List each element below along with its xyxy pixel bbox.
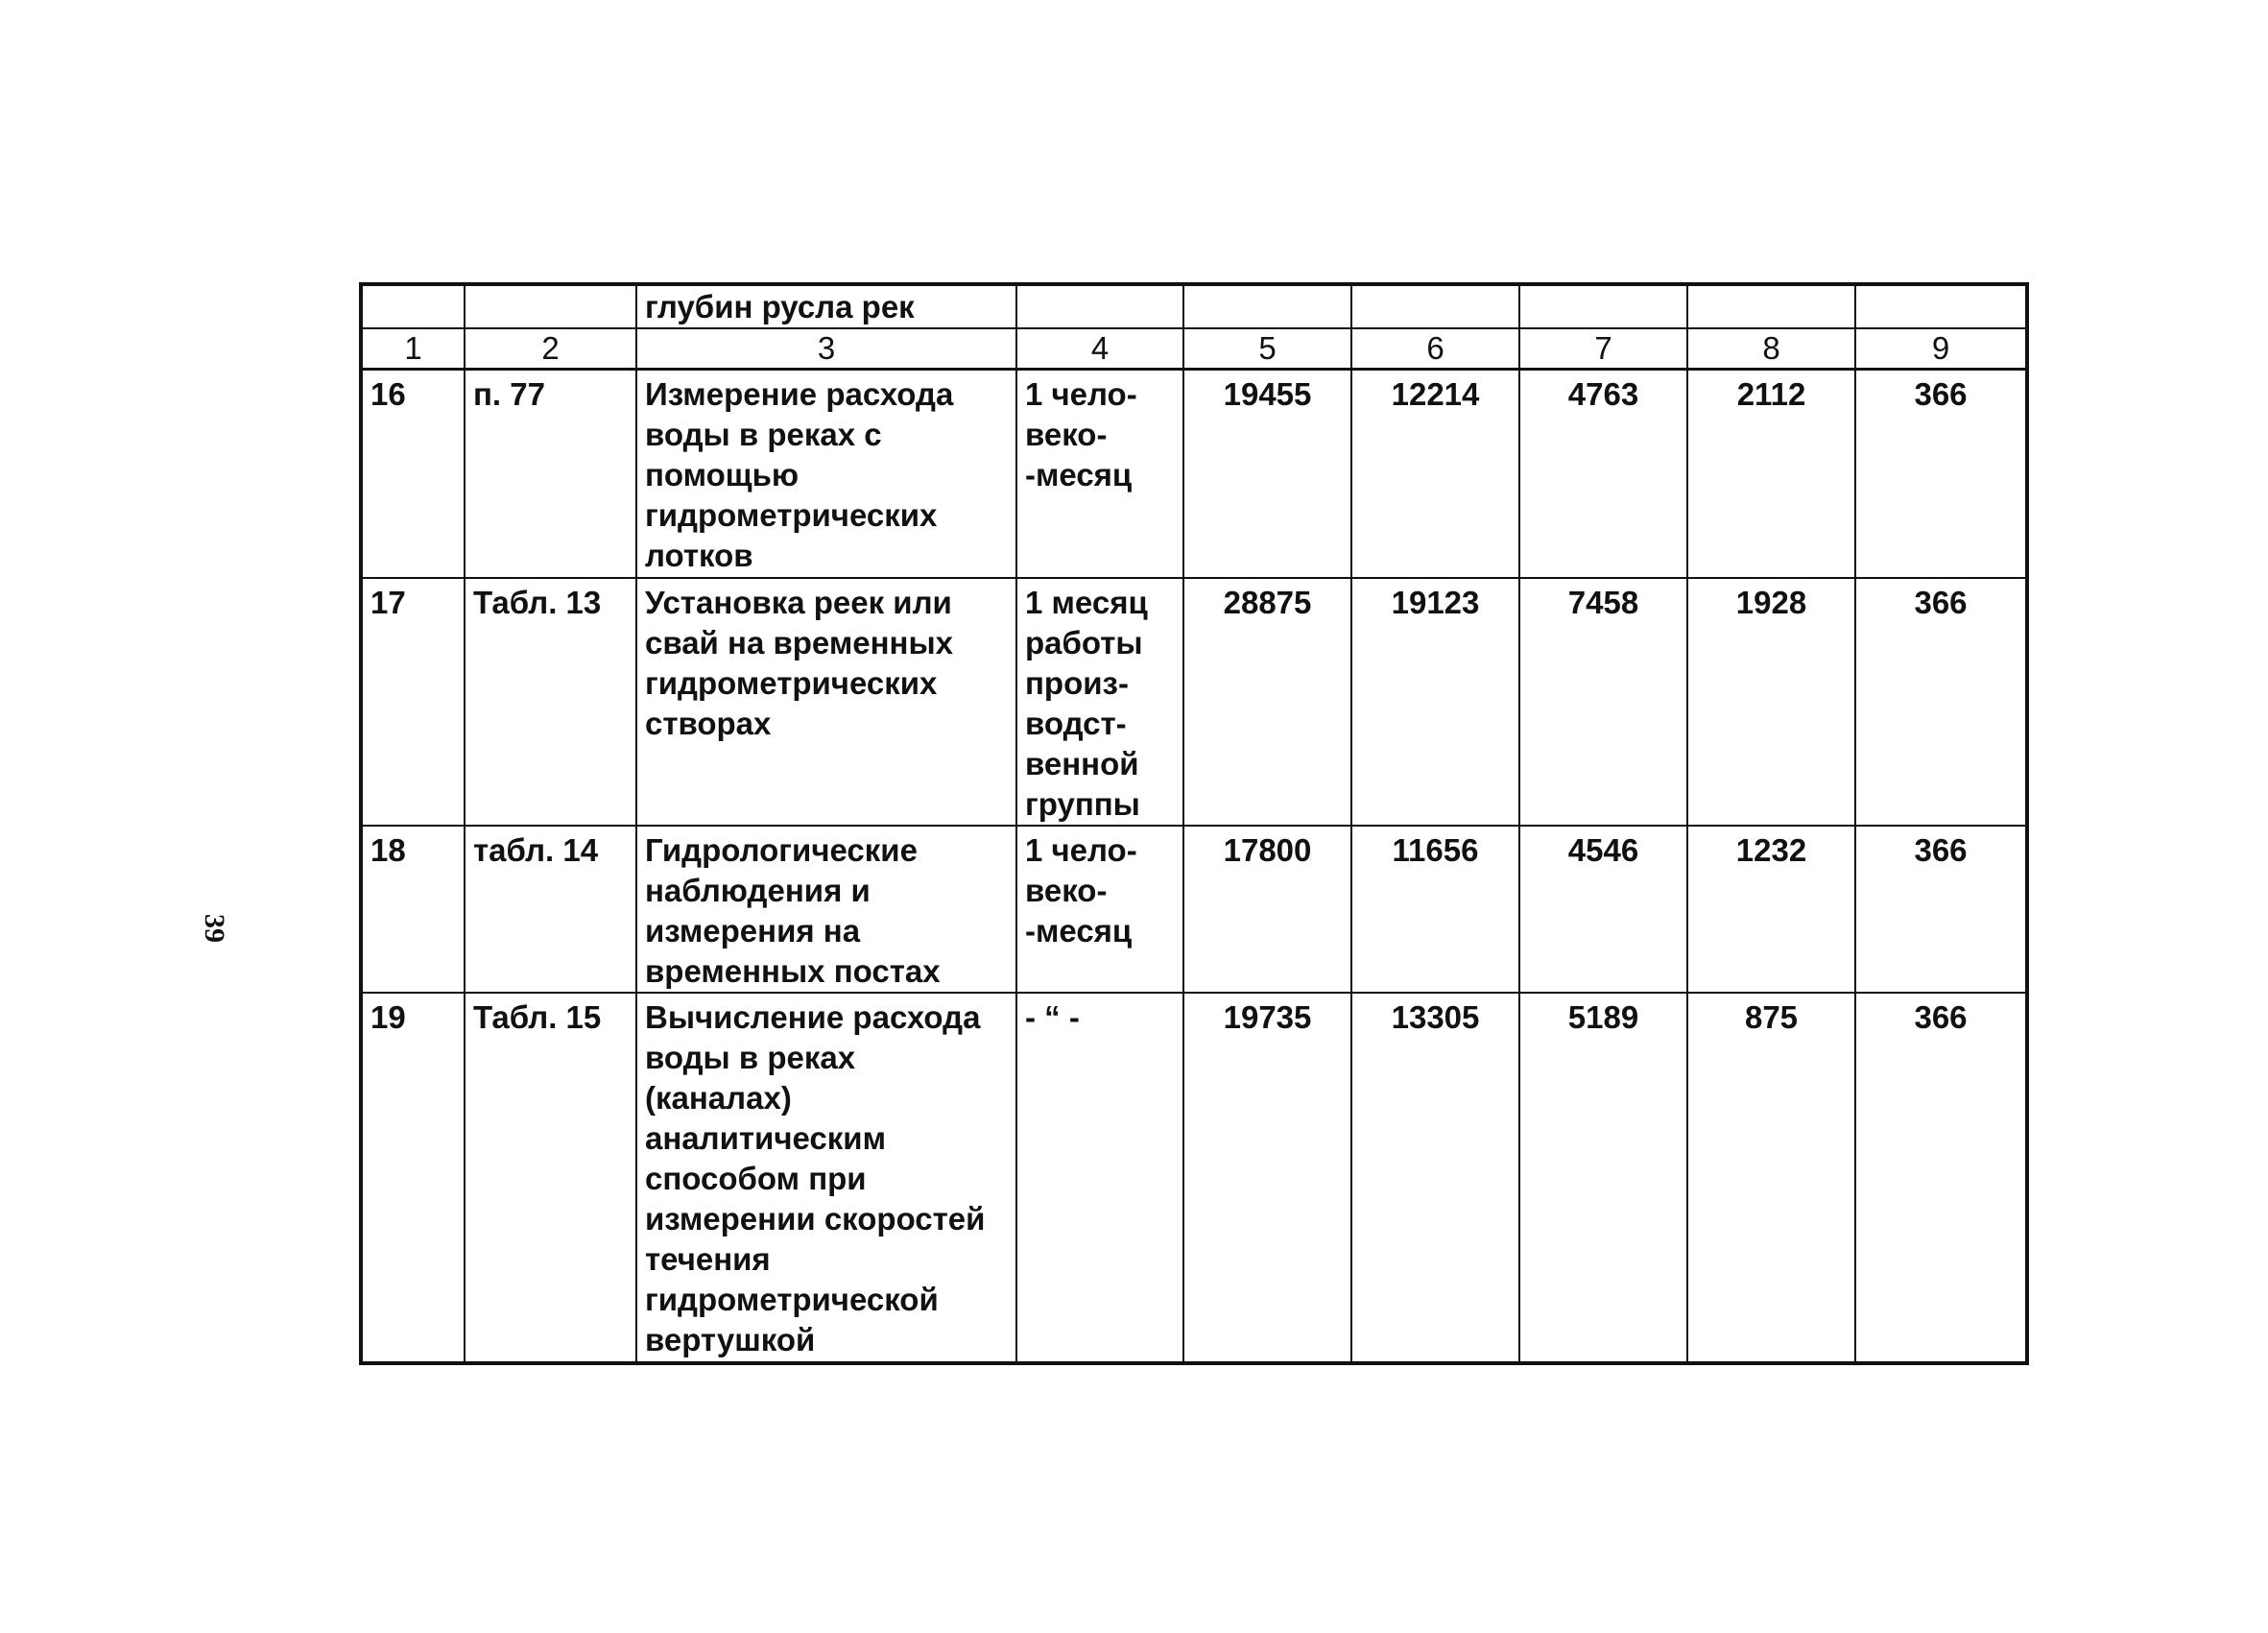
row-work-description: [636, 370, 1016, 578]
column-number-6: 6: [1351, 328, 1519, 370]
row-value-7: 5189: [1519, 993, 1687, 1363]
cont-cell-9: [1855, 284, 2027, 328]
row-value-8: 1928: [1687, 578, 1855, 826]
column-number-row: [361, 328, 2027, 370]
table-row: [361, 826, 2027, 993]
row-unit: [1016, 578, 1183, 826]
row-work-description: [636, 578, 1016, 826]
cont-cell-8: [1687, 284, 1855, 328]
cont-cell-3: глубин русла рек: [636, 284, 1016, 328]
row-work-description: [636, 993, 1016, 1363]
row-value-9: 366: [1855, 993, 2027, 1363]
column-number-9: 9: [1855, 328, 2027, 370]
column-number-1: 1: [361, 328, 465, 370]
table-row: [361, 993, 2027, 1363]
row-value-7: 4763: [1519, 370, 1687, 578]
row-number: 18: [361, 826, 465, 993]
column-number-5: 5: [1183, 328, 1351, 370]
row-unit: [1016, 826, 1183, 993]
row-unit: [1016, 993, 1183, 1363]
cont-cell-6: [1351, 284, 1519, 328]
row-value-6: 13305: [1351, 993, 1519, 1363]
row-value-5: 19455: [1183, 370, 1351, 578]
unit-text: 1 чело- веко- -месяц: [1025, 831, 1137, 949]
work-description-text: Вычисление расхода воды в реках (каналах) аналитическим способом при измерении скоростей течения гидрометрической вертушкой: [645, 998, 986, 1357]
row-work-description: [636, 826, 1016, 993]
row-reference: Табл. 13: [465, 578, 636, 826]
row-value-9: 366: [1855, 370, 2027, 578]
cont-cell-4: [1016, 284, 1183, 328]
row-value-5: 28875: [1183, 578, 1351, 826]
row-value-6: 12214: [1351, 370, 1519, 578]
column-number-2: 2: [465, 328, 636, 370]
cont-cell-5: [1183, 284, 1351, 328]
unit-text: 1 месяц работы произ- водст- венной группы: [1025, 584, 1148, 822]
row-value-8: 1232: [1687, 826, 1855, 993]
table-row: [361, 578, 2027, 826]
row-number: 19: [361, 993, 465, 1363]
row-number: 17: [361, 578, 465, 826]
row-value-6: 19123: [1351, 578, 1519, 826]
row-reference: Табл. 15: [465, 993, 636, 1363]
row-reference: п. 77: [465, 370, 636, 578]
cont-cell-2: [465, 284, 636, 328]
cont-cell-7: [1519, 284, 1687, 328]
column-number-8: 8: [1687, 328, 1855, 370]
row-value-8: 2112: [1687, 370, 1855, 578]
row-unit: [1016, 370, 1183, 578]
table-row: [361, 370, 2027, 578]
row-value-8: 875: [1687, 993, 1855, 1363]
column-number-4: 4: [1016, 328, 1183, 370]
row-value-5: 17800: [1183, 826, 1351, 993]
cont-cell-1: [361, 284, 465, 328]
row-value-7: 7458: [1519, 578, 1687, 826]
row-value-6: 11656: [1351, 826, 1519, 993]
continuation-row: [361, 284, 2027, 328]
unit-text: - “ -: [1025, 998, 1080, 1035]
page-number: 39: [199, 914, 230, 943]
row-value-9: 366: [1855, 578, 2027, 826]
column-number-7: 7: [1519, 328, 1687, 370]
cost-table: [359, 282, 2029, 1365]
row-reference: табл. 14: [465, 826, 636, 993]
column-number-3: 3: [636, 328, 1016, 370]
work-description-text: Установка реек или свай на временных гидрометрических створах: [645, 584, 953, 741]
unit-text: 1 чело- веко- -месяц: [1025, 376, 1137, 492]
work-description-text: Гидрологические наблюдения и измерения на временных постах: [645, 831, 941, 989]
row-value-9: 366: [1855, 826, 2027, 993]
row-number: 16: [361, 370, 465, 578]
row-value-5: 19735: [1183, 993, 1351, 1363]
work-description-text: Измерение расхода воды в реках с помощью гидрометрических лотков: [645, 376, 954, 573]
row-value-7: 4546: [1519, 826, 1687, 993]
